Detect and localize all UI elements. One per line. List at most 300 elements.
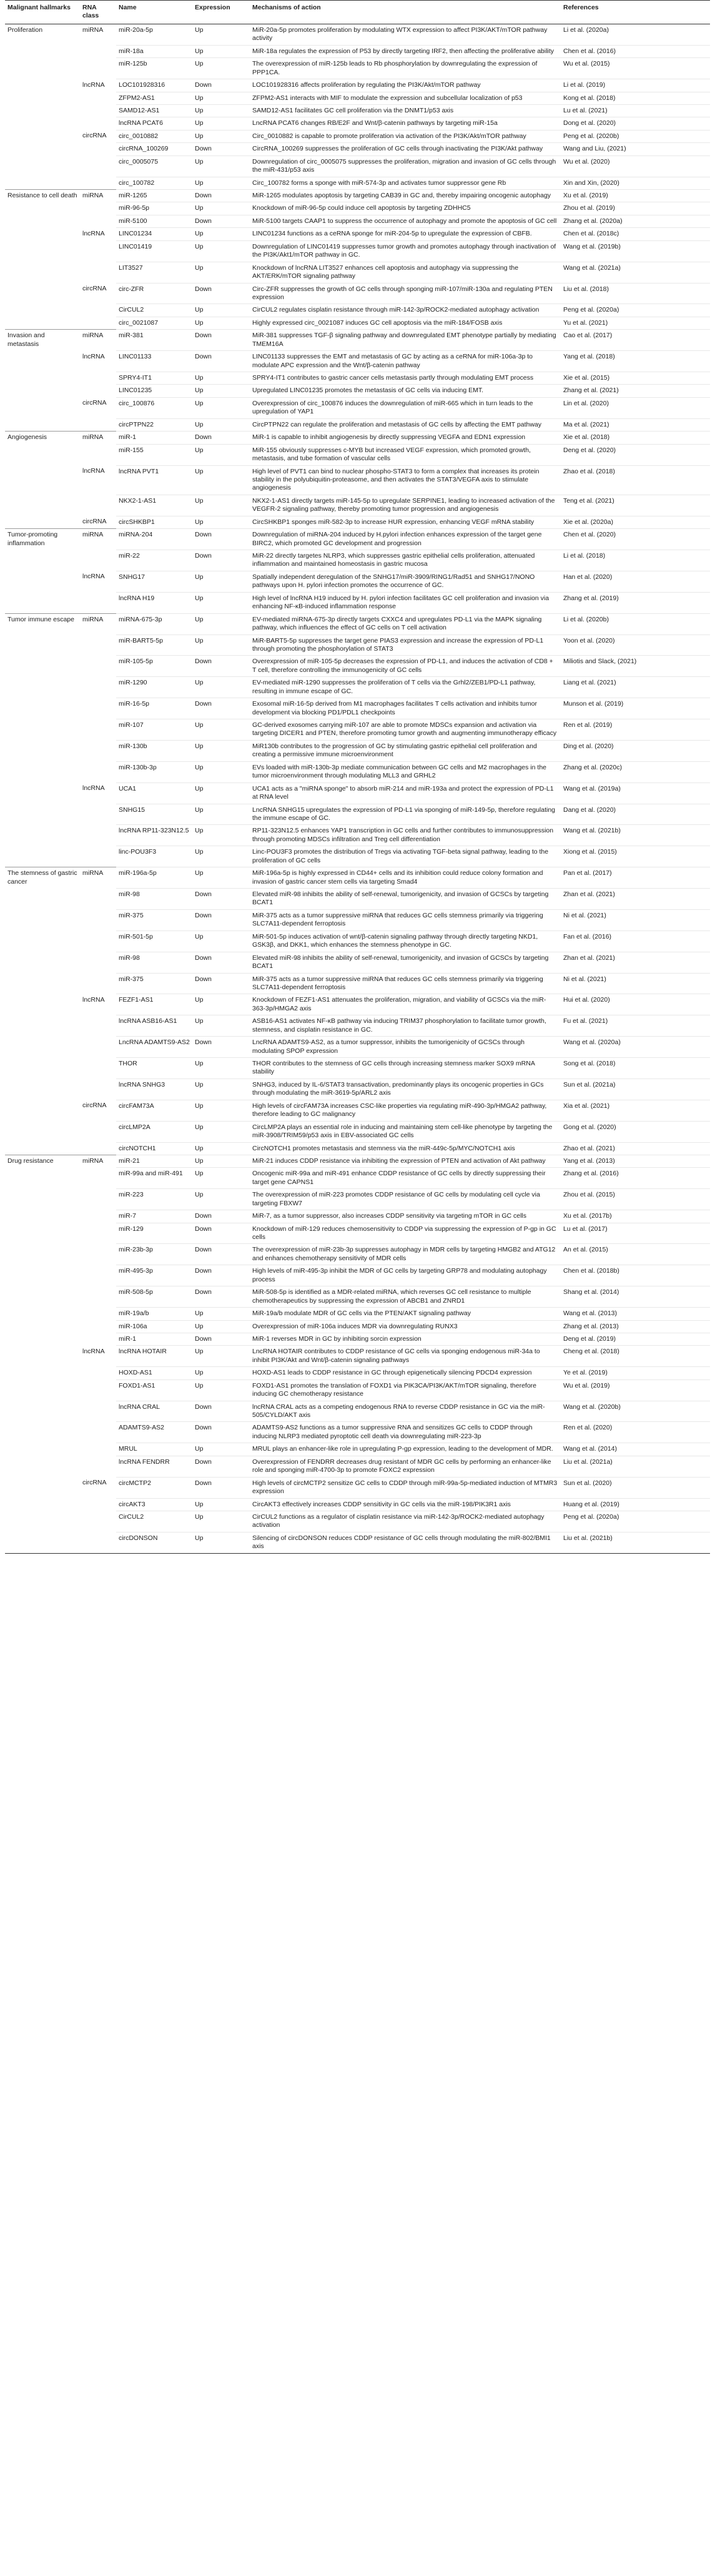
hallmark-cell: Tumor-promoting inflammation [5,529,80,550]
name-cell: miR-196a-5p [116,867,192,889]
reference-cell: Zhao et al. (2018) [561,465,710,495]
rna-class-cell: lncRNA [82,467,105,475]
expression-cell: Down [192,1210,250,1223]
reference-cell: Deng et al. (2019) [561,1333,710,1345]
expression-cell: Up [192,1367,250,1379]
table-row [5,571,710,592]
hallmark-cell [5,1189,80,1210]
rna-class-cell: miRNA [80,190,116,202]
rna-class-cell [80,592,116,613]
expression-cell: Up [192,385,250,397]
table-row [5,385,710,397]
name-cell: miR-96-5p [116,202,192,215]
table-row [5,1244,710,1265]
table-row [5,45,710,57]
rna-class-cell [80,240,116,262]
hallmark-cell [5,909,80,930]
mechanism-cell: High levels of miR-495-3p inhibit the MDR of GC cells by targeting GRP78 and modulating autophagy process [250,1265,561,1286]
hallmark-cell [5,45,80,57]
rna-class-cell: miRNA [80,330,116,351]
rna-class-cell [80,1168,116,1189]
name-cell: SNHG17 [116,571,192,592]
mechanism-cell: Exosomal miR-16-5p derived from M1 macrophages facilitates T cells activation and inhibits tumor development via blocking PD1/PDL1 checkpoints [250,698,561,719]
hallmark-cell [5,1078,80,1100]
name-cell: miR-130b [116,740,192,761]
mechanism-cell: CirCUL2 regulates cisplatin resistance through miR-142-3p/ROCK2-mediated autophagy activation [250,304,561,317]
reference-cell: Deng et al. (2020) [561,444,710,465]
name-cell: miR-16-5p [116,698,192,719]
hallmark-cell [5,698,80,719]
name-cell: CirCUL2 [116,304,192,317]
mechanism-cell: lncRNA CRAL acts as a competing endogenous RNA to reverse CDDP resistance in GC via the miR-505/CYLD/AKT axis [250,1401,561,1422]
reference-cell: Zhang et al. (2013) [561,1320,710,1333]
name-cell: miR-22 [116,550,192,571]
mechanism-cell: Knockdown of miR-96-5p could induce cell apoptosis by targeting ZDHHC5 [250,202,561,215]
table-row [5,634,710,656]
mechanism-cell: MiR-1265 modulates apoptosis by targeting CAB39 in GC and, thereby impairing oncogenic autophagy [250,190,561,202]
table-row [5,952,710,973]
expression-cell: Up [192,262,250,283]
expression-cell: Up [192,1015,250,1037]
hallmark-cell [5,228,80,240]
name-cell: lncRNA H19 [116,592,192,613]
name-cell: miR-107 [116,719,192,741]
reference-cell: Liu et al. (2018) [561,283,710,304]
expression-cell: Down [192,1333,250,1345]
table-row [5,1498,710,1511]
expression-cell: Down [192,1286,250,1308]
hallmark-cell [5,1401,80,1422]
hallmark-cell [5,1058,80,1079]
hallmark-cell: The stemness of gastric cancer [5,867,80,889]
expression-cell: Up [192,1189,250,1210]
table-row [5,1422,710,1443]
name-cell: HOXD-AS1 [116,1367,192,1379]
name-cell: miRNA-675-3p [116,613,192,634]
mechanism-cell: MiR-BART5-5p suppresses the target gene PIAS3 expression and increase the expression of PD-L1 through promoting the phosphorylation of STAT3 [250,634,561,656]
table-row [5,550,710,571]
hallmark-cell: Invasion and metastasis [5,330,80,351]
table-row [5,1265,710,1286]
mechanism-cell: MiR-1 reverses MDR in GC by inhibiting sorcin expression [250,1333,561,1345]
rna-class-cell: circRNA [82,132,107,140]
name-cell: miR-105-5p [116,656,192,677]
table-row [5,1142,710,1155]
table-row [5,92,710,104]
name-cell: UCA1 [116,782,192,804]
rna-class-cell [80,909,116,930]
table-row [5,804,710,825]
hallmark-cell [5,143,80,155]
hallmark-cell [5,1244,80,1265]
mechanism-cell: ADAMTS9-AS2 functions as a tumor suppressive RNA and sensitizes GC cells to CDDP through inducing NLRP3 mediated pyroptotic cell death via downregulating miR-223-3p [250,1422,561,1443]
hallmark-cell [5,1367,80,1379]
name-cell: FOXD1-AS1 [116,1379,192,1401]
mechanism-cell: SAMD12-AS1 facilitates GC cell proliferation via the DNMT1/p53 axis [250,104,561,117]
reference-cell: Yang et al. (2013) [561,1155,710,1167]
table-row [5,529,710,550]
table-row [5,516,710,528]
reference-cell: Fan et al. (2016) [561,930,710,952]
hallmark-cell [5,215,80,227]
table-row [5,656,710,677]
rna-class-cell [80,1189,116,1210]
reference-cell: Zhang et al. (2020a) [561,215,710,227]
hallmark-cell [5,973,80,994]
expression-cell: Up [192,58,250,79]
hallmark-cell [5,444,80,465]
reference-cell: Ni et al. (2021) [561,973,710,994]
expression-cell: Up [192,1121,250,1142]
hallmark-cell [5,1265,80,1286]
rna-class-cell: circRNA [82,1102,107,1110]
mechanism-cell: MiR-381 suppresses TGF-β signaling pathway and downregulated EMT phenotype partially by mediating TMEM16A [250,330,561,351]
table-row [5,1037,710,1058]
mechanism-cell: The overexpression of miR-125b leads to Rb phosphorylation by downregulating the expression of PPP1CA. [250,58,561,79]
table-row [5,117,710,130]
expression-cell: Up [192,104,250,117]
table-row [5,262,710,283]
reference-cell: Chen et al. (2020) [561,529,710,550]
hallmark-cell [5,1456,80,1477]
expression-cell: Down [192,550,250,571]
hallmark-cell [5,304,80,317]
rna-class-cell [80,215,116,227]
reference-cell: Li et al. (2018) [561,550,710,571]
rna-class-cell [80,45,116,57]
reference-cell: Miliotis and Slack, (2021) [561,656,710,677]
hallmark-cell [5,677,80,698]
table-row [5,1168,710,1189]
hallmark-cell [5,317,80,329]
table-row [5,698,710,719]
table-row [5,825,710,846]
mechanism-cell: Downregulation of circ_0005075 suppresses the proliferation, migration and invasion of GC cells through the miR-431/p53 axis [250,155,561,177]
header-rna-class: RNA class [80,1,116,24]
mechanism-cell: MiR-5100 targets CAAP1 to suppress the occurrence of autophagy and promote the apoptosis of GC cell [250,215,561,227]
mechanism-cell: CircLMP2A plays an essential role in inducing and maintaining stem cell-like phenotype by targeting the miR-3908/TRIM59/p53 axis in EBV-associated GC cells [250,1121,561,1142]
hallmark-cell [5,351,80,372]
table-row [5,592,710,613]
name-cell: lncRNA SNHG3 [116,1078,192,1100]
rna-class-cell [80,1265,116,1286]
name-cell: miR-1 [116,1333,192,1345]
rna-class-cell: lncRNA [82,995,105,1004]
reference-cell: Peng et al. (2020b) [561,130,710,142]
name-cell: lncRNA HOTAIR [116,1346,192,1367]
expression-cell: Up [192,613,250,634]
name-cell: SNHG15 [116,804,192,825]
hallmark-cell [5,825,80,846]
name-cell: LINC01419 [116,240,192,262]
name-cell: THOR [116,1058,192,1079]
reference-cell: Munson et al. (2019) [561,698,710,719]
reference-cell: Ma et al. (2021) [561,418,710,431]
reference-cell: Pan et al. (2017) [561,867,710,889]
expression-cell: Up [192,92,250,104]
hallmark-cell: Tumor immune escape [5,613,80,634]
reference-cell: Teng et al. (2021) [561,495,710,516]
expression-cell: Up [192,804,250,825]
mechanism-cell: EV-mediated miRNA-675-3p directly targets CXXC4 and upregulates PD-L1 via the MAPK signaling pathway, which influences the effect of GC cells on T cell activation [250,613,561,634]
reference-cell: Zhou et al. (2019) [561,202,710,215]
table-row [5,613,710,634]
mechanism-cell: LINC01133 suppresses the EMT and metastasis of GC by acting as a ceRNA for miR-106a-3p to modulate APC expression and the Wnt/β-catenin pathway [250,351,561,372]
reference-cell: Lin et al. (2020) [561,397,710,418]
reference-cell: Chen et al. (2018b) [561,1265,710,1286]
mechanism-cell: LncRNA SNHG15 upregulates the expression of PD-L1 via sponging of miR-149-5p, therefore regulating the immune escape of GC. [250,804,561,825]
hallmark-cell [5,656,80,677]
reference-cell: Sun et al. (2021a) [561,1078,710,1100]
hallmark-cell [5,465,80,495]
expression-cell: Up [192,1443,250,1456]
name-cell: circ_0010882 [116,130,192,142]
rna-class-cell [80,677,116,698]
rna-class-cell [80,1244,116,1265]
reference-cell: Chen et al. (2016) [561,45,710,57]
reference-cell: Zhan et al. (2021) [561,952,710,973]
reference-cell: Xie et al. (2015) [561,372,710,385]
rna-class-cell: miRNA [80,432,116,444]
table-row [5,283,710,304]
table-row [5,143,710,155]
rna-class-cell [80,117,116,130]
expression-cell: Up [192,1155,250,1167]
reference-cell: Li et al. (2020a) [561,24,710,45]
reference-cell: Sun et al. (2020) [561,1477,710,1498]
table-row [5,495,710,516]
table-row [5,1100,710,1121]
expression-cell: Down [192,330,250,351]
table-row [5,317,710,329]
table-row [5,79,710,92]
header-expression: Expression [192,1,250,24]
mechanism-cell: Overexpression of miR-105-5p decreases the expression of PD-L1, and induces the activation of CD8 + T cell, therefore controlling the immunogenicity of GC cells [250,656,561,677]
mechanism-cell: MiR-22 directly targetes NLRP3, which suppresses gastric epithelial cells proliferation, attenuated inflammation and maintained homeostasis in gastric mucosa [250,550,561,571]
hallmark-cell [5,571,80,592]
rna-class-cell: lncRNA [82,229,105,237]
name-cell: circFAM73A [116,1100,192,1121]
mechanism-cell: Overexpression of FENDRR decreases drug resistant of MDR GC cells by performing an enhancer-like role and sponging miR-4700-3p to promote FOXC2 expression [250,1456,561,1477]
rna-class-cell: circRNA [82,1479,107,1487]
hallmark-cell [5,634,80,656]
reference-cell: Wang et al. (2021a) [561,262,710,283]
rna-class-cell [80,698,116,719]
reference-cell: Wu et al. (2015) [561,58,710,79]
name-cell: SPRY4-IT1 [116,372,192,385]
expression-cell: Up [192,867,250,889]
reference-cell: Cheng et al. (2018) [561,1346,710,1367]
hallmark-cell [5,1320,80,1333]
mechanism-cell: Circ_0010882 is capable to promote proliferation via activation of the PI3K/Akt/mTOR pathway [250,130,561,142]
expression-cell: Up [192,117,250,130]
expression-cell: Up [192,24,250,45]
name-cell: miR-381 [116,330,192,351]
hallmark-cell [5,262,80,283]
reference-cell: Li et al. (2019) [561,79,710,92]
mechanism-cell: CircNOTCH1 promotes metastasis and stemness via the miR-449c-5p/MYC/NOTCH1 axis [250,1142,561,1155]
table-row [5,1189,710,1210]
reference-cell: Zhou et al. (2015) [561,1189,710,1210]
mechanism-cell: Downregulation of miRNA-204 induced by H.pylori infection enhances expression of the target gene BIRC2, which promoted GC development and progression [250,529,561,550]
hallmark-cell [5,372,80,385]
rna-class-cell [80,846,116,867]
mechanism-cell: Elevated miR-98 inhibits the ability of self-renewal, tumorigenicity, and invasion of GCSCs by targeting BCAT1 [250,952,561,973]
reference-cell: Cao et al. (2017) [561,330,710,351]
mechanism-cell: CircPTPN22 can regulate the proliferation and metastasis of GC cells by affecting the EMT pathway [250,418,561,431]
expression-cell: Up [192,1058,250,1079]
rna-class-cell [80,58,116,79]
table-row [5,1210,710,1223]
mechanism-cell: Silencing of circDONSON reduces CDDP resistance of GC cells through modulating the miR-802/BMI1 axis [250,1532,561,1553]
mechanism-cell: MiR-501-5p induces activation of wnt/β-catenin signaling pathway through directly targeting NKD1, GSK3β, and DKK1, which enhances the stemness phenotype in GC. [250,930,561,952]
mechanism-cell: SNHG3, induced by IL-6/STAT3 transactivation, predominantly plays its oncogenic properties in GCs through modulating the miR-3619-5p/ARL2 axis [250,1078,561,1100]
hallmark-cell [5,516,80,528]
expression-cell: Up [192,1511,250,1532]
hallmark-cell [5,1498,80,1511]
table-row [5,1121,710,1142]
name-cell: circ_100876 [116,397,192,418]
rna-class-cell [80,1078,116,1100]
reference-cell: Kong et al. (2018) [561,92,710,104]
expression-cell: Up [192,130,250,142]
hallmark-cell [5,202,80,215]
name-cell: circSHKBP1 [116,516,192,528]
name-cell: miR-5100 [116,215,192,227]
rna-class-cell [80,804,116,825]
table-row [5,444,710,465]
hallmark-cell: Drug resistance [5,1155,80,1167]
rna-class-cell [80,1142,116,1155]
expression-cell: Down [192,656,250,677]
rna-class-cell [80,177,116,189]
name-cell: miR-130b-3p [116,761,192,782]
rna-class-cell [80,1401,116,1422]
mechanism-cell: High level of lncRNA H19 induced by H. pylori infection facilitates GC cell proliferation and invasion via enhancing NF-κB-induced inflammation response [250,592,561,613]
reference-cell: Ren et al. (2020) [561,1422,710,1443]
hallmark-cell [5,592,80,613]
mechanism-cell: Circ_100782 forms a sponge with miR-574-3p and activates tumor suppressor gene Rb [250,177,561,189]
table-row [5,418,710,431]
rna-class-cell [80,740,116,761]
mechanism-cell: MiR-20a-5p promotes proliferation by modulating WTX expression to affect PI3K/AKT/mTOR pathway activity [250,24,561,45]
table-row [5,1379,710,1401]
hallmark-cell [5,1015,80,1037]
hallmark-cell [5,155,80,177]
hallmark-cell [5,740,80,761]
hallmark-cell [5,397,80,418]
expression-cell: Up [192,930,250,952]
name-cell: miR-7 [116,1210,192,1223]
table-row [5,304,710,317]
hallmark-cell [5,240,80,262]
mechanism-cell: Knockdown of miR-129 reduces chemosensitivity to CDDP via suppressing the expression of P-gp in GC cells [250,1223,561,1244]
reference-cell: Wang et al. (2019b) [561,240,710,262]
mechanism-cell: MiR130b contributes to the progression of GC by stimulating gastric epithelial cell proliferation and creating a permissive immune microenvironment [250,740,561,761]
mechanism-cell: Overexpression of miR-106a induces MDR via downregulating RUNX3 [250,1320,561,1333]
name-cell: miR-495-3p [116,1265,192,1286]
hallmark-cell [5,846,80,867]
rna-class-cell: lncRNA [82,81,105,89]
rna-class-cell: lncRNA [82,352,105,360]
expression-cell: Down [192,909,250,930]
mechanism-cell: Highly expressed circ_0021087 induces GC cell apoptosis via the miR-184/FOSB axis [250,317,561,329]
rna-class-cell [80,155,116,177]
name-cell: LIT3527 [116,262,192,283]
table-row [5,909,710,930]
name-cell: miR-129 [116,1223,192,1244]
rna-class-cell [80,385,116,397]
mechanism-cell: RP11-323N12.5 enhances YAP1 transcription in GC cells and further contributes to immunosuppression through promoting MDSCs infiltration and Treg cell differentiation [250,825,561,846]
mechanism-cell: MiR-1 is capable to inhibit angiogenesis by directly suppressing VEGFA and EDN1 expression [250,432,561,444]
reference-cell: Hui et al. (2020) [561,994,710,1015]
reference-cell: Gong et al. (2020) [561,1121,710,1142]
expression-cell: Up [192,228,250,240]
hallmark-cell [5,1511,80,1532]
rna-class-cell [80,656,116,677]
rna-class-cell [80,825,116,846]
reference-cell: Zhao et al. (2021) [561,1142,710,1155]
rna-class-cell [80,1532,116,1553]
table-row [5,1346,710,1367]
mechanism-cell: MiR-19a/b modulate MDR of GC cells via the PTEN/AKT signaling pathway [250,1308,561,1320]
name-cell: lncRNA CRAL [116,1401,192,1422]
rna-class-cell [80,1308,116,1320]
table-row [5,1223,710,1244]
hallmark-cell: Proliferation [7,26,43,34]
mechanism-cell: MiR-7, as a tumor suppressor, also increases CDDP sensitivity via targeting mTOR in GC cells [250,1210,561,1223]
reference-cell: Shang et al. (2014) [561,1286,710,1308]
expression-cell: Up [192,45,250,57]
mechanism-cell: Knockdown of FEZF1-AS1 attenuates the proliferation, migration, and viability of GCSCs via the miR-363-3p/HMGA2 axis [250,994,561,1015]
reference-cell: Lu et al. (2021) [561,104,710,117]
reference-cell: Xu et al. (2019) [561,190,710,202]
name-cell: miR-21 [116,1155,192,1167]
expression-cell: Up [192,677,250,698]
mechanism-cell: MiR-508-5p is identified as a MDR-related miRNA, which reverses GC cell resistance to multiple chemotherapeutics by suppressing the expression of ABCB1 and ZNRD1 [250,1286,561,1308]
hallmarks-table [5,0,710,1554]
table-row [5,130,710,142]
expression-cell: Up [192,155,250,177]
hallmark-cell [5,1379,80,1401]
table-row [5,677,710,698]
hallmark-cell [5,550,80,571]
name-cell: miR-223 [116,1189,192,1210]
mechanism-cell: ASB16-AS1 activates NF-κB pathway via inducing TRIM37 phosphorylation to facilitate tumor growth, stemness, and cisplatin resistance in GC. [250,1015,561,1037]
name-cell: LncRNA ADAMTS9-AS2 [116,1037,192,1058]
rna-class-cell [80,262,116,283]
name-cell: CirCUL2 [116,1511,192,1532]
name-cell: miR-501-5p [116,930,192,952]
expression-cell: Down [192,432,250,444]
name-cell: lncRNA RP11-323N12.5 [116,825,192,846]
hallmark-cell [5,1532,80,1553]
expression-cell: Down [192,952,250,973]
header-references: References [561,1,710,24]
mechanism-cell: ZFPM2-AS1 interacts with MIF to modulate the expression and subcellular localization of p53 [250,92,561,104]
reference-cell: Xu et al. (2017b) [561,1210,710,1223]
rna-class-cell [80,1443,116,1456]
table-row [5,846,710,867]
table-row [5,889,710,910]
rna-class-cell [80,92,116,104]
table-row [5,104,710,117]
mechanism-cell: FOXD1-AS1 promotes the translation of FOXD1 via PIK3CA/PI3K/AKT/mTOR signaling, therefore inducing GC chemotherapy resistance [250,1379,561,1401]
reference-cell: Xie et al. (2020a) [561,516,710,528]
table-row [5,1320,710,1333]
expression-cell: Down [192,973,250,994]
hallmark-cell [5,782,80,804]
